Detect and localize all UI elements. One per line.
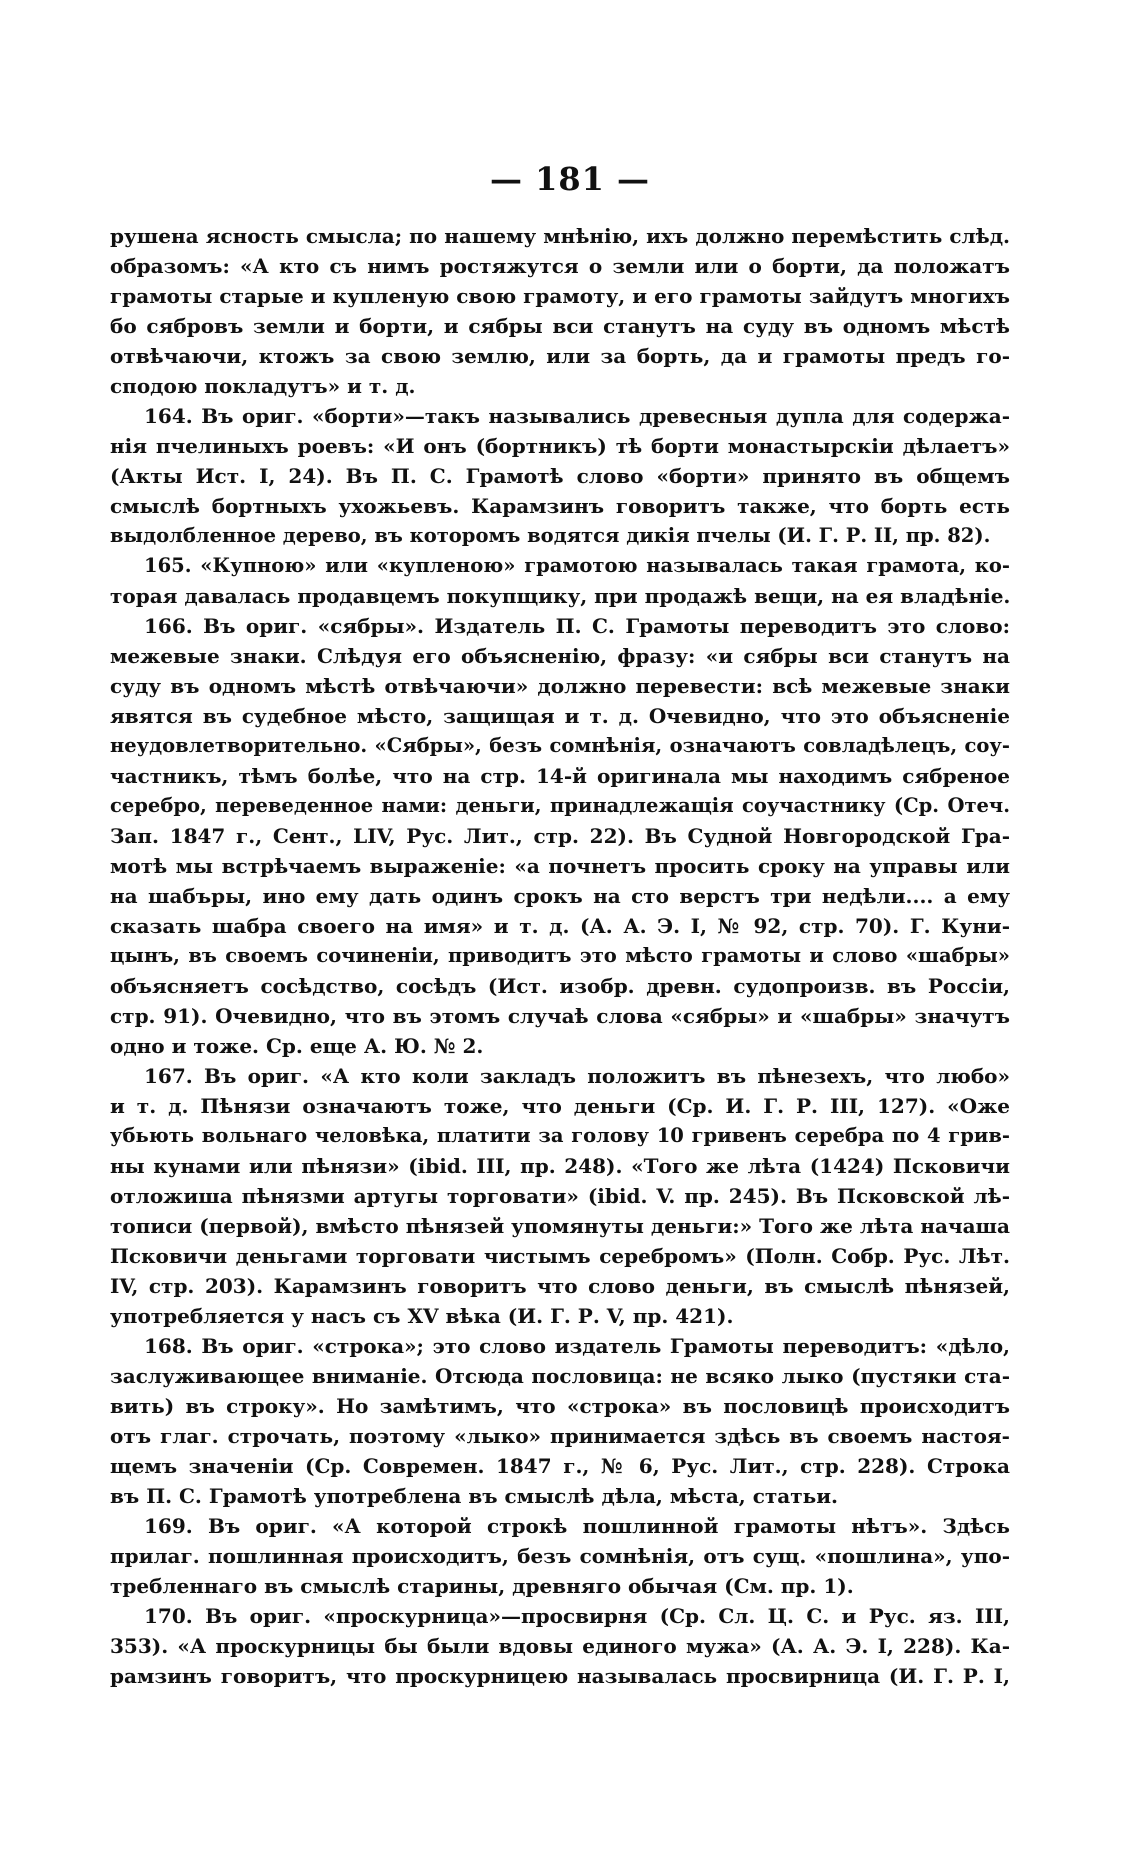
text-line: сподою покладутъ» и т. д. xyxy=(110,374,416,398)
text-line: выдолбленное дерево, въ которомъ водятся дикія пчелы (И. Г. Р. II, пр. 82). xyxy=(110,524,991,547)
text-line: 167. Въ ориг. «А кто коли закладъ положитъ въ пѣнезехъ, что любо» xyxy=(144,1064,1010,1088)
text-line: 353). «А проскурницы бы были вдовы единого мужа» (А. А. Э. I, 228). Ка- xyxy=(110,1634,1010,1658)
text-line: стр. 91). Очевидно, что въ этомъ случаѣ слова «сябры» и «шабры» значутъ xyxy=(110,1004,1010,1028)
text-line: 166. Въ ориг. «сябры». Издатель П. С. Грамоты переводитъ это слово: xyxy=(144,614,1010,638)
text-line: Псковичи деньгами торговати чистымъ серебромъ» (Полн. Собр. Рус. Лѣт. xyxy=(110,1244,1010,1268)
text-line: отложиша пѣнязми артугы торговати» (ibid. V. пр. 245). Въ Псковской лѣ- xyxy=(110,1184,1010,1208)
text-line: заслуживающее вниманіе. Отсюда пословица: не всяко лыко (пустяки ста- xyxy=(110,1364,1010,1388)
text-line: образомъ: «А кто съ нимъ ростяжутся о земли или о борти, да положатъ xyxy=(110,254,1010,278)
text-line: 170. Въ ориг. «проскурница»—просвирня (Ср. Сл. Ц. С. и Рус. яз. III, xyxy=(144,1604,1010,1628)
text-line: Зап. 1847 г., Сент., LIV, Рус. Лит., стр. 22). Въ Судной Новгородской Гра- xyxy=(110,824,1010,848)
text-line: въ П. С. Грамотѣ употреблена въ смыслѣ дѣла, мѣста, статьи. xyxy=(110,1484,839,1508)
text-line: прилаг. пошлинная происходитъ, безъ сомнѣнія, отъ сущ. «пошлина», упо- xyxy=(110,1544,1010,1568)
text-line: и т. д. Пѣнязи означаютъ тоже, что деньги (Ср. И. Г. Р. III, 127). «Оже xyxy=(110,1094,1010,1118)
text-line: рамзинъ говоритъ, что проскурницею называлась просвирница (И. Г. Р. I, xyxy=(110,1664,1010,1688)
text-line: убьють вольнаго человѣка, платити за голову 10 гривенъ серебра по 4 грив- xyxy=(110,1124,1010,1147)
text-line: вить) въ строку». Но замѣтимъ, что «строка» въ пословицѣ происходитъ xyxy=(110,1394,1010,1418)
text-line: IV, стр. 203). Карамзинъ говоритъ что слово деньги, въ смыслѣ пѣнязей, xyxy=(110,1274,1010,1298)
text-line: торая давалась продавцемъ покупщику, при продажѣ вещи, на ея владѣніе. xyxy=(110,584,1011,608)
text-line: частникъ, тѣмъ болѣе, что на стр. 14-й оригинала мы находимъ сябреное xyxy=(110,764,1010,788)
page-number: — 181 — xyxy=(489,160,651,198)
text-line: грамоты старые и купленую свою грамоту, и его грамоты зайдутъ многихъ xyxy=(110,284,1010,308)
text-line: требленнаго въ смыслѣ старины, древняго обычая (См. пр. 1). xyxy=(110,1574,854,1598)
text-line: рушена ясность смысла; по нашему мнѣнію, ихъ должно перемѣстить слѣд. xyxy=(110,224,1010,248)
text-line: одно и тоже. Ср. еще А. Ю. № 2. xyxy=(110,1034,484,1058)
text-line: нія пчелиныхъ роевъ: «И онъ (бортникъ) тѣ борти монастырскіи дѣлаетъ» xyxy=(110,434,1010,458)
text-line: 168. Въ ориг. «строка»; это слово издатель Грамоты переводитъ: «дѣло, xyxy=(144,1334,1010,1358)
text-line: явятся въ судебное мѣсто, защищая и т. д. Очевидно, что это объясненіе xyxy=(110,704,1010,728)
body-text xyxy=(110,221,1010,1691)
text-line: смыслѣ бортныхъ ухожьевъ. Карамзинъ говоритъ также, что борть есть xyxy=(110,494,1010,518)
text-line: бо сябровъ земли и борти, и сябры вси станутъ на суду въ одномъ мѣстѣ xyxy=(110,314,1010,338)
text-line: ны кунами или пѣнязи» (ibid. III, пр. 248). «Того же лѣта (1424) Псковичи xyxy=(110,1154,1010,1178)
text-line: межевые знаки. Слѣдуя его объясненію, фразу: «и сябры вси станутъ на xyxy=(110,644,1010,668)
text-line: отъ глаг. строчать, поэтому «лыко» принимается здѣсь въ своемъ настоя- xyxy=(110,1424,1010,1448)
text-line: употребляется у насъ съ XV вѣка (И. Г. Р. V, пр. 421). xyxy=(110,1304,734,1328)
text-line: 169. Въ ориг. «А которой строкѣ пошлинной грамоты нѣтъ». Здѣсь xyxy=(144,1514,1010,1538)
text-line: отвѣчаючи, ктожъ за свою землю, или за борть, да и грамоты предъ го- xyxy=(110,344,1010,368)
text-line: суду въ одномъ мѣстѣ отвѣчаючи» должно перевести: всѣ межевые знаки xyxy=(110,674,1010,698)
text-line: объясняетъ сосѣдство, сосѣдъ (Ист. изобр. древн. судопроизв. въ Россіи, xyxy=(110,974,1010,998)
text-line: тописи (первой), вмѣсто пѣнязей упомянуты деньги:» Того же лѣта начаша xyxy=(110,1214,1010,1238)
text-line: (Акты Ист. I, 24). Въ П. С. Грамотѣ слово «борти» принято въ общемъ xyxy=(110,464,1010,488)
text-line: щемъ значеніи (Ср. Современ. 1847 г., № 6, Рус. Лит., стр. 228). Строка xyxy=(110,1454,1010,1478)
text-line: цынъ, въ своемъ сочиненіи, приводитъ это мѣсто грамоты и слово «шабры» xyxy=(110,944,1010,967)
text-line: сказать шабра своего на имя» и т. д. (А. А. Э. I, № 92, стр. 70). Г. Куни- xyxy=(110,914,1010,938)
text-line: 164. Въ ориг. «борти»—такъ назывались древесныя дупла для содержа- xyxy=(144,404,1010,428)
text-line: мотѣ мы встрѣчаемъ выраженіе: «а почнетъ просить сроку на управы или xyxy=(110,854,1010,878)
text-line: на шабъры, ино ему дать одинъ срокъ на сто верстъ три недѣли.... а ему xyxy=(110,884,1010,908)
text-line: неудовлетворительно. «Сябры», безъ сомнѣнія, означаютъ совладѣлецъ, соу- xyxy=(110,734,1010,757)
text-line: серебро, переведенное нами: деньги, принадлежащія соучастнику (Ср. Отеч. xyxy=(110,794,1010,817)
text-line: 165. «Купною» или «купленою» грамотою называлась такая грамота, ко- xyxy=(144,554,1010,577)
